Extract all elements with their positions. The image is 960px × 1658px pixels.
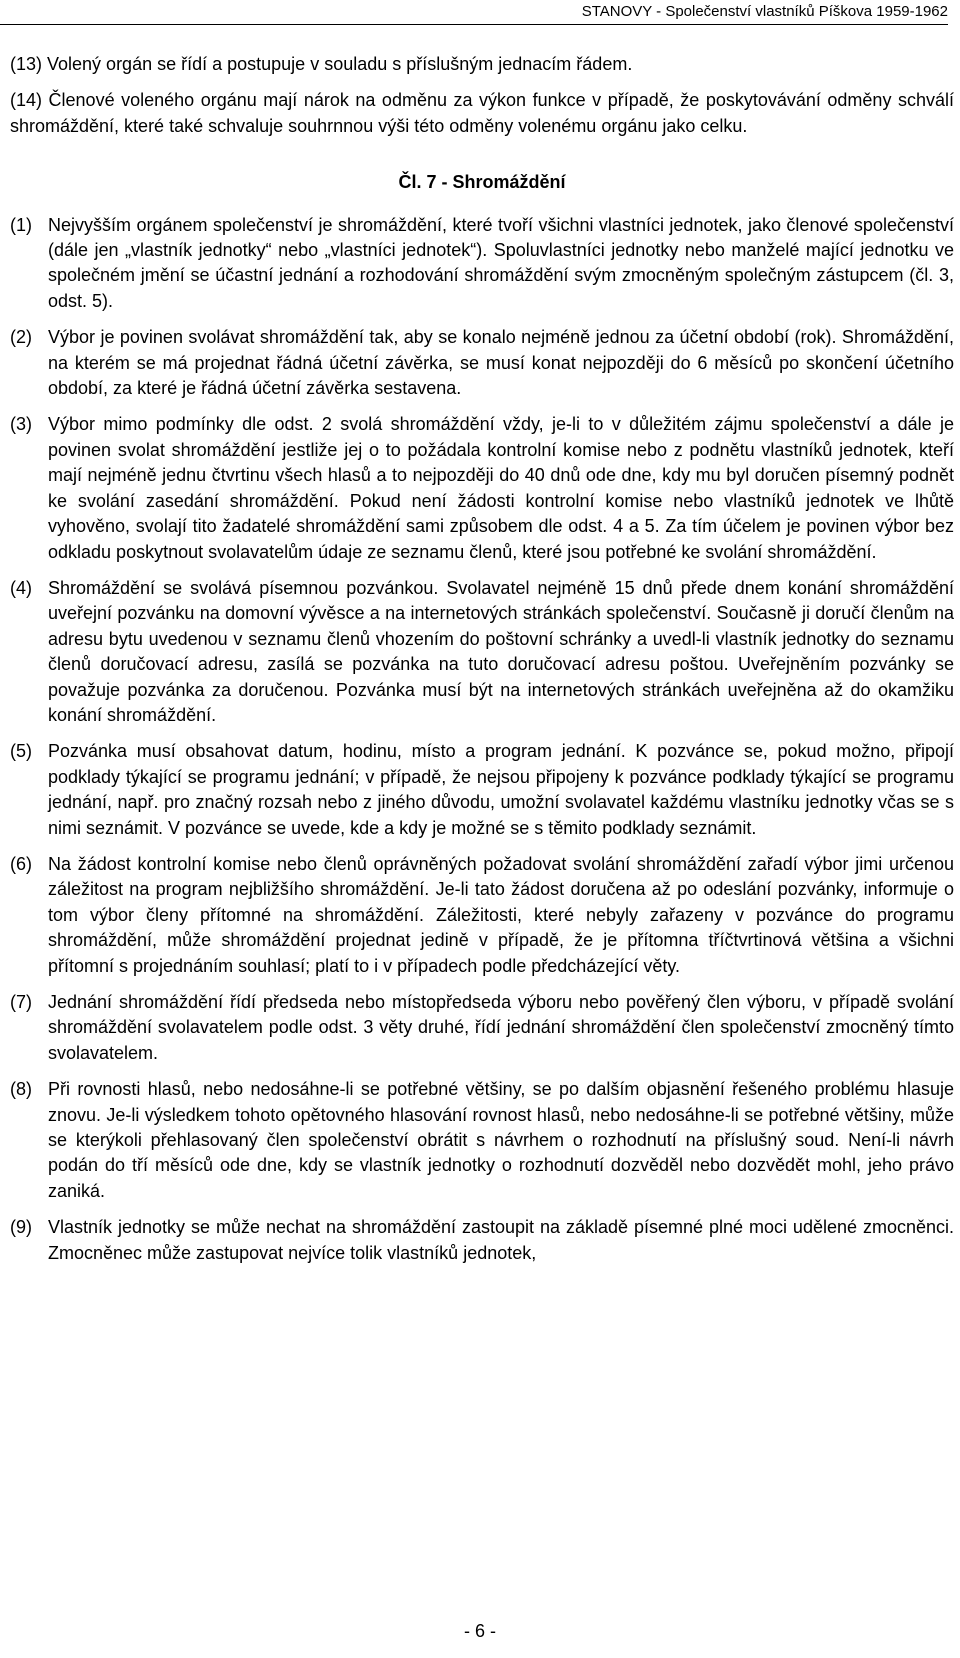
paragraph-text: Shromáždění se svolává písemnou pozvánkou. Svolavatel nejméně 15 dnů přede dnem konání shromáždění uveřejní pozvánku na domovní vývěsce a na internetových stránkách společenství. Současně ji doručí členům na adresu bytu uvedenou v seznamu členů vhozením do poštovní schránky a uvedl-li vlastník jednotky do seznamu členů doručovací adresu, zasílá se pozvánka na tuto doručovací adresu poštou. Uveřejněním pozvánky se považuje pozvánka za doručenou. Pozvánka musí být na internetových stránkách uveřejněna až do okamžiku konání shromáždění. bbox=[48, 577, 954, 725]
paragraph-5 bbox=[10, 739, 954, 841]
paragraph-number: (9) bbox=[10, 1217, 32, 1238]
paragraph-8 bbox=[10, 1077, 954, 1204]
paragraph-2 bbox=[10, 325, 954, 401]
document-body bbox=[10, 52, 954, 1266]
paragraph-text: Na žádost kontrolní komise nebo členů oprávněných požadovat svolání shromáždění zařadí výbor jimi určenou záležitost na program nejbližšího shromáždění. Je-li tato žádost doručena až po odeslání pozvánky, informuje o tom výbor členy přítomné na shromáždění. Záležitosti, které nebyly zařazeny v pozvánce do programu shromáždění, může shromáždění projednat jedině v případě, že je přítomna tříčtvrtinová většina a všichni přítomní s projednáním souhlasí; platí to i v případech podle předcházející věty. bbox=[48, 853, 954, 976]
paragraph-9 bbox=[10, 1215, 954, 1266]
article-heading: Čl. 7 - Shromáždění bbox=[398, 172, 566, 193]
paragraph-text: Výbor mimo podmínky dle odst. 2 svolá shromáždění vždy, je-li to v důležitém zájmu společenství a dále je povinen svolat shromáždění jestliže jej o to požádala kontrolní komise nebo z podnětu vlastníků jednotek, kteří mají nejméně jednu čtvrtinu všech hlasů a to nejpozději do 40 dnů ode dne, kdy mu byl doručen písemný podnět ke svolání zasedání shromáždění. Pokud není žádosti kontrolní komise nebo vlastníků jednotek ve lhůtě vyhověno, svolají tito žadatelé shromáždění sami způsobem dle odst. 4 a 5. Za tím účelem je povinen výbor bez odkladu poskytnout svolavatelům údaje ze seznamu členů, které jsou potřebné ke svolání shromáždění. bbox=[48, 414, 954, 562]
paragraph-6 bbox=[10, 852, 954, 979]
paragraph-number: (4) bbox=[10, 577, 32, 598]
paragraph-number: (1) bbox=[10, 214, 32, 235]
intro-paragraph-14: (14) Členové voleného orgánu mají nárok na odměnu za výkon funkce v případě, že poskytovávání odměny schválí shromáždění, které také schvaluje souhrnnou výši této odměny volenému orgánu jako celku. bbox=[10, 90, 954, 136]
paragraph-3 bbox=[10, 412, 954, 564]
paragraph-text: Výbor je povinen svolávat shromáždění tak, aby se konalo nejméně jednou za účetní období (rok). Shromáždění, na kterém se má projednat řádná účetní závěrka, se musí konat nejpozději do 6 měsíců po skončení účetního období, za které je řádná účetní závěrka sestavena. bbox=[48, 327, 954, 399]
paragraph-number: (3) bbox=[10, 414, 32, 435]
paragraph-text: Pozvánka musí obsahovat datum, hodinu, místo a program jednání. K pozvánce se, pokud možno, připojí podklady týkající se programu jednání; v případě, že nejsou připojeny k pozvánce podklady týkající se programu jednání, např. pro značný rozsah nebo z jiného důvodu, umožní svolavatel každému vlastníku jednotky včas se s nimi seznámit. V pozvánce se uvede, kde a kdy je možné se s těmito podklady seznámit. bbox=[48, 741, 954, 838]
paragraph-number: (5) bbox=[10, 741, 32, 762]
running-header: STANOVY - Společenství vlastníků Píškova 1959-1962 bbox=[0, 2, 948, 25]
paragraph-4 bbox=[10, 576, 954, 728]
page-number: - 6 - bbox=[463, 1621, 496, 1641]
paragraph-number: (8) bbox=[10, 1079, 32, 1100]
paragraph-text: Nejvyšším orgánem společenství je shromáždění, které tvoří všichni vlastníci jednotek, jako členové společenství (dále jen „vlastník jednotky“ nebo „vlastníci jednotek“). Spoluvlastníci jednotky nebo manželé mající jednotku ve společném jmění se účastní jednání a rozhodování shromáždění svým zmocněným společným zástupcem (čl. 3, odst. 5). bbox=[48, 214, 954, 311]
paragraph-text: Vlastník jednotky se může nechat na shromáždění zastoupit na základě písemné plné moci udělené zmocněnci. Zmocněnec může zastupovat nejvíce tolik vlastníků jednotek, bbox=[48, 1217, 954, 1263]
intro-paragraph-13: (13) Volený orgán se řídí a postupuje v souladu s příslušným jednacím řádem. bbox=[10, 54, 633, 74]
paragraph-text: Při rovnosti hlasů, nebo nedosáhne-li se potřebné většiny, se po dalším objasnění řešeného problému hlasuje znovu. Je-li výsledkem tohoto opětovného hlasování rovnost hlasů, nebo nedosáhne-li se potřebné většiny, může se kterýkoli přehlasovaný člen společenství obrátit s návrhem o rozhodnutí na příslušný soud. Není-li návrh podán do tří měsíců ode dne, kdy se vlastník jednotky o rozhodnutí dozvěděl nebo dozvědět mohl, jeho právo zaniká. bbox=[48, 1079, 954, 1201]
paragraph-number: (6) bbox=[10, 853, 32, 874]
paragraph-1 bbox=[10, 213, 954, 315]
paragraph-number: (2) bbox=[10, 327, 32, 348]
paragraph-text: Jednání shromáždění řídí předseda nebo místopředseda výboru nebo pověřený člen výboru, v případě svolání shromáždění svolavatelem podle odst. 3 věty druhé, řídí jednání shromáždění člen společenství zmocněný tímto svolavatelem. bbox=[48, 992, 954, 1063]
paragraph-7 bbox=[10, 990, 954, 1066]
paragraph-number: (7) bbox=[10, 992, 32, 1012]
